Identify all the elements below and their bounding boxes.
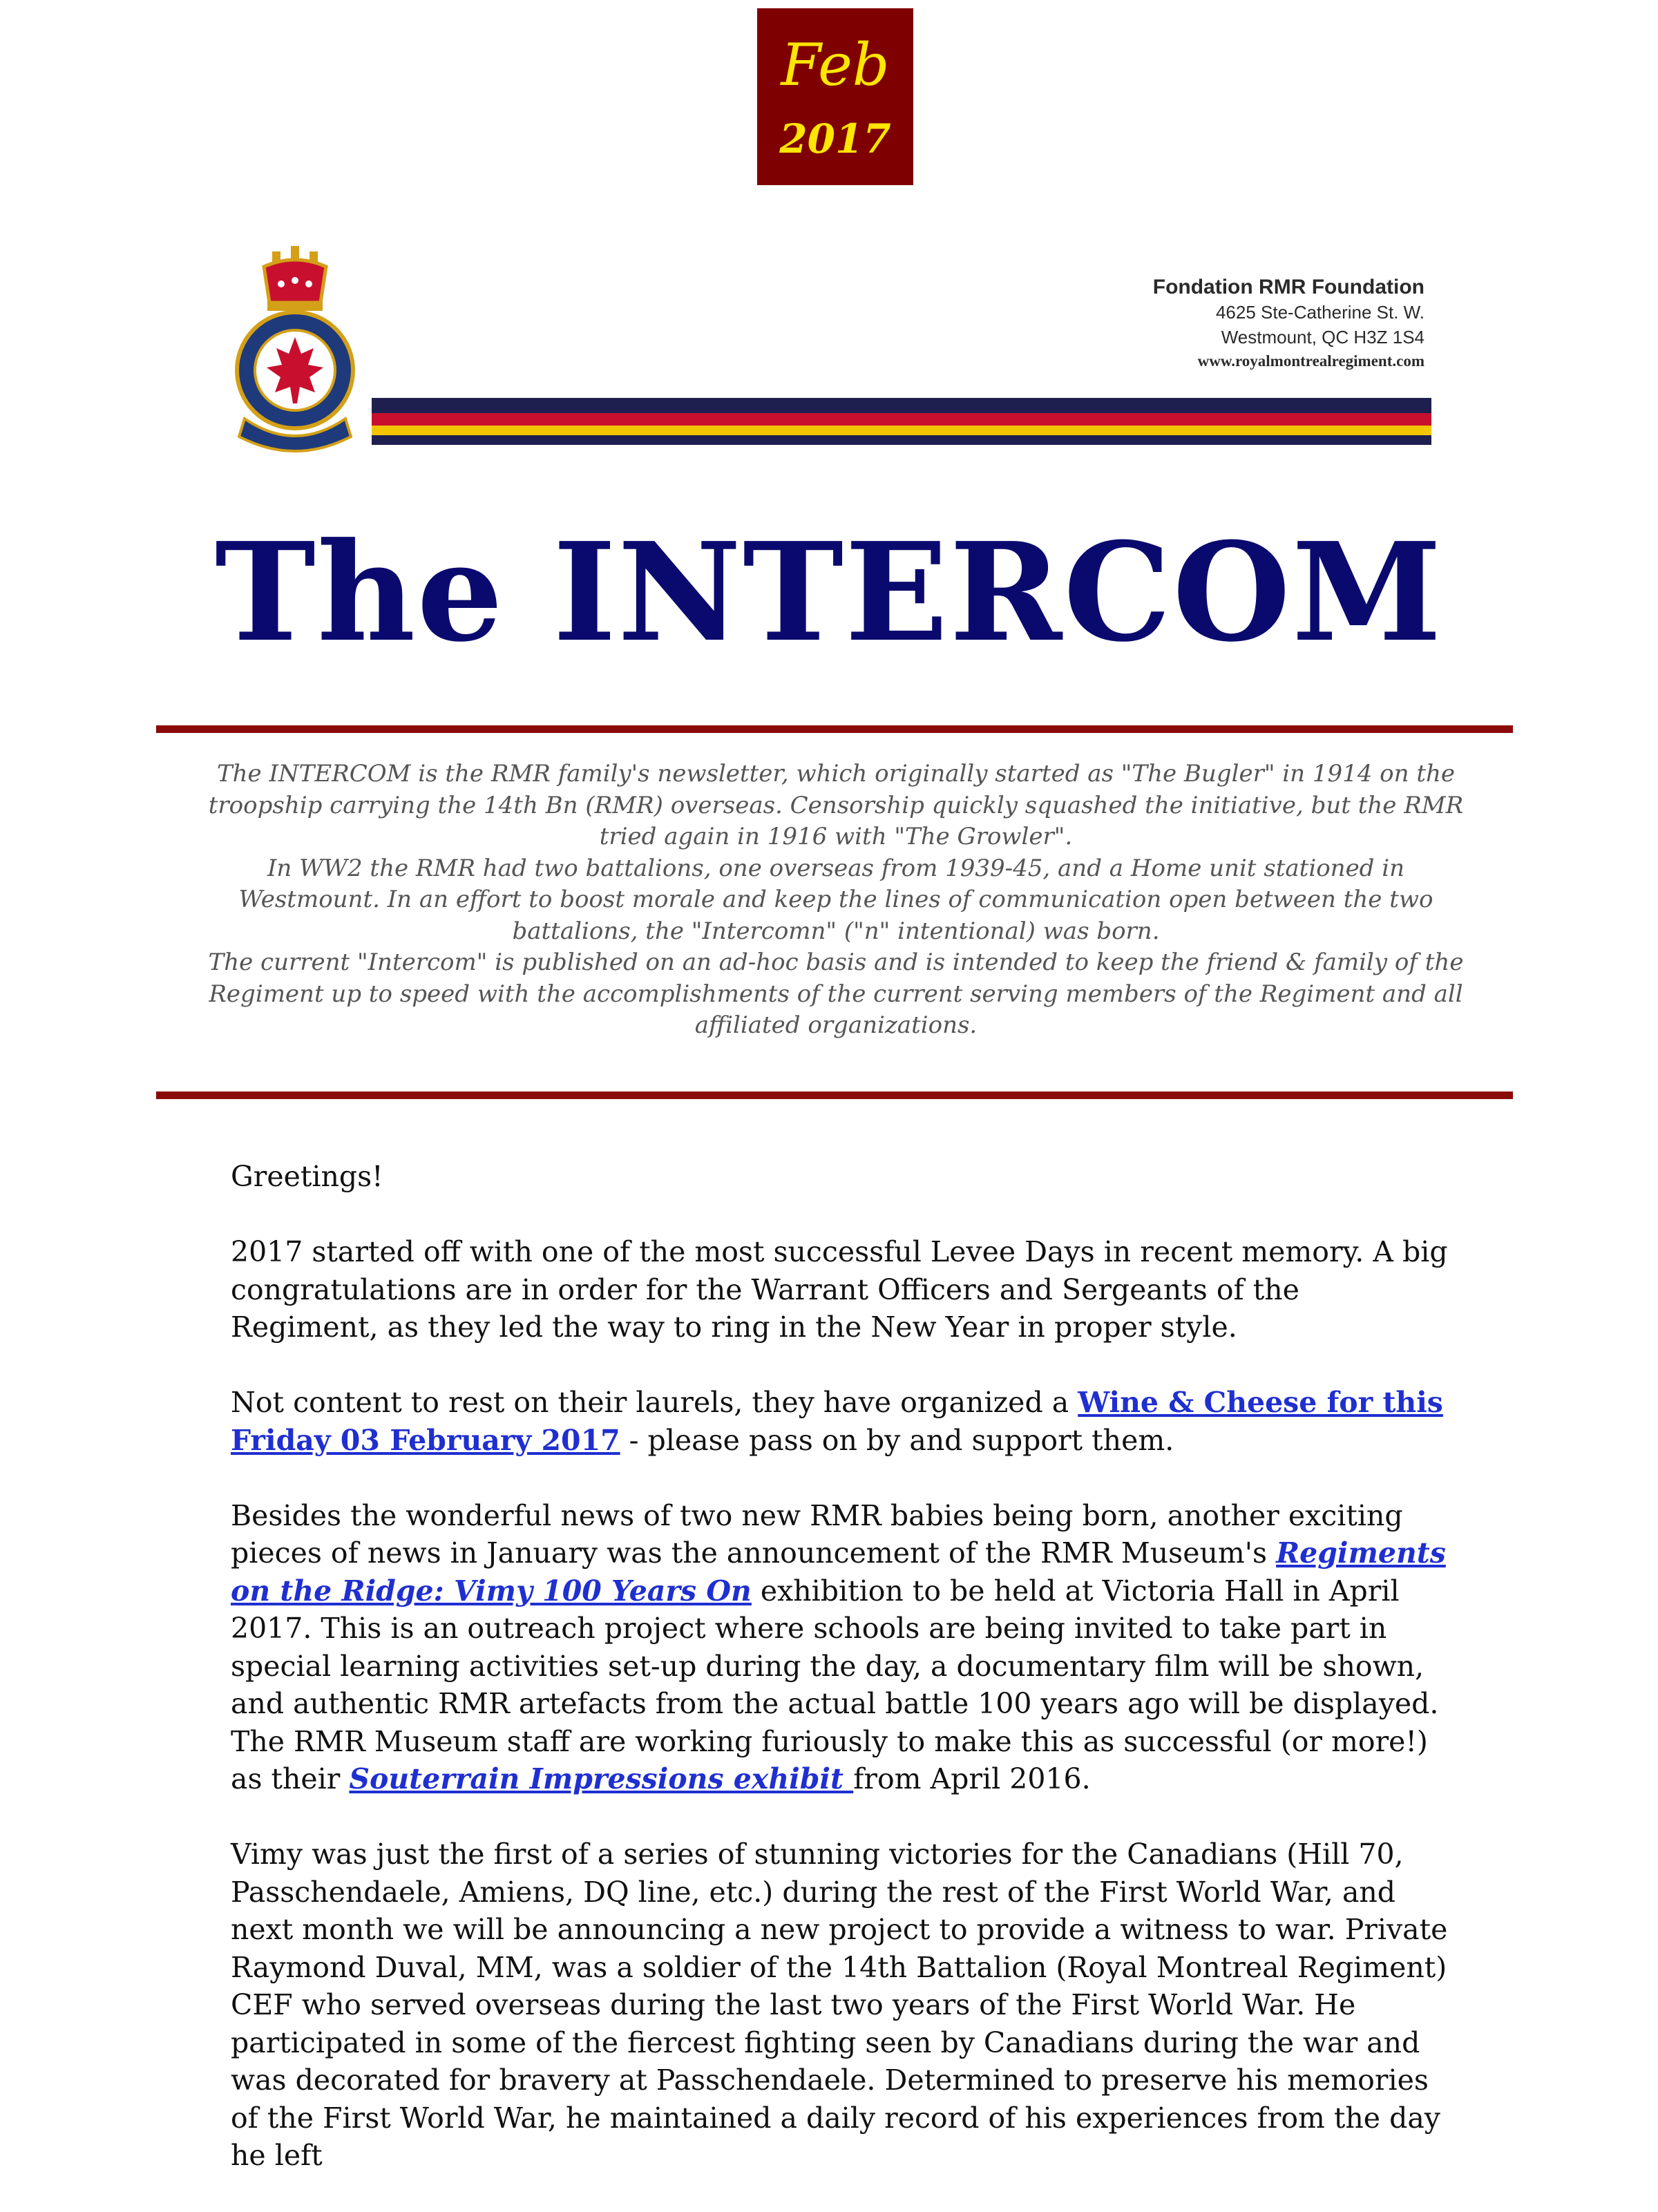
wine-cheese-link[interactable]: Wine & Cheese for this Friday 03 February 2017 bbox=[231, 1386, 1443, 1457]
greeting: Greetings! bbox=[231, 1160, 383, 1193]
issue-date-box bbox=[757, 8, 913, 185]
museum-paragraph bbox=[231, 1497, 1451, 1798]
intro-paragraph: In WW2 the RMR had two battalions, one overseas from 1939-45, and a Home unit stationed in Westmount. In an effort to boost morale and keep the lines of communication open between the two battalions, the "Intercomn" ("n" intentional) was born. bbox=[238, 854, 1433, 945]
foundation-website: www.royalmontrealregiment.com bbox=[1197, 352, 1424, 370]
museum-text-before: Besides the wonderful news of two new RMR babies being born, another exciting pieces of news in January was the announcement of the RMR Museum's bbox=[231, 1498, 1403, 1570]
wine-text-after: - please pass on by and support them. bbox=[620, 1423, 1174, 1457]
foundation-name: Fondation RMR Foundation bbox=[1152, 276, 1424, 298]
souterrain-impressions-link[interactable]: Souterrain Impressions exhibit bbox=[349, 1762, 854, 1795]
stripe-navy bbox=[372, 398, 1431, 413]
newsletter-intro bbox=[207, 759, 1465, 1042]
letterhead bbox=[229, 232, 1438, 474]
bottom-rule bbox=[156, 1091, 1513, 1099]
wine-text-before: Not content to rest on their laurels, they have organized a bbox=[231, 1386, 1078, 1419]
regimental-crest-icon bbox=[229, 246, 361, 460]
intro-paragraph: The current "Intercom" is published on an ad-hoc basis and is intended to keep the friend & family of the Regiment up to speed with the accomplishments of the current serving members of the Regiment and all affiliated organizations. bbox=[208, 948, 1464, 1039]
regiments-on-the-ridge-link[interactable]: Regiments on the Ridge: Vimy 100 Years On bbox=[231, 1536, 1446, 1608]
stripe-red bbox=[372, 413, 1431, 426]
museum-text-after: from April 2016. bbox=[853, 1762, 1091, 1795]
top-rule bbox=[156, 725, 1513, 733]
wine-cheese-paragraph bbox=[231, 1384, 1451, 1459]
intro-paragraph: The INTERCOM is the RMR family's newsletter, which originally started as "The Bugler" in 1914 on the troopship carrying the 14th Bn (RMR) overseas. Censorship quickly squashed the initiative, but the RMR tried again in 1916 with "The Growler". bbox=[208, 760, 1464, 850]
newsletter-body bbox=[231, 1158, 1451, 2212]
stripe-navy-bottom bbox=[372, 435, 1431, 445]
foundation-address-block bbox=[1153, 275, 1424, 372]
issue-year: 2017 bbox=[779, 115, 891, 162]
stripe-yellow bbox=[372, 426, 1431, 435]
foundation-city: Westmount, QC H3Z 1S4 bbox=[1221, 327, 1424, 348]
levee-paragraph: 2017 started off with one of the most successful Levee Days in recent memory. A big congratulations are in order for the Warrant Officers and Sergeants of the Regiment, as they led the way to ring in the New Year in proper style. bbox=[231, 1235, 1448, 1344]
masthead-title: The INTERCOM bbox=[215, 513, 1443, 672]
issue-month: Feb bbox=[781, 31, 890, 99]
foundation-street: 4625 Ste-Catherine St. W. bbox=[1215, 302, 1424, 323]
museum-text-middle: exhibition to be held at Victoria Hall in April 2017. This is an outreach project where schools are being invited to take part in special learning activities set-up during the day, a documentary film will be shown, and authentic RMR artefacts from the actual battle 100 years ago will be displayed. The RMR Museum staff are working furiously to make this as successful (or more!) as their bbox=[231, 1574, 1439, 1795]
vimy-paragraph: Vimy was just the first of a series of stunning victories for the Canadians (Hill 70, Passchendaele, Amiens, DQ line, etc.) during the rest of the First World War, and next month we will be announcing a new project to provide a witness to war. Private Raymond Duval, MM, was a soldier of the 14th Battalion (Royal Montreal Regiment) CEF who served overseas during the last two years of the First World War. He participated in some of the fiercest fighting seen by Canadians during the war and was decorated for bravery at Passchendaele. Determined to preserve his memories of the First World War, he maintained a daily record of his experiences from the day he left bbox=[231, 1838, 1448, 2172]
